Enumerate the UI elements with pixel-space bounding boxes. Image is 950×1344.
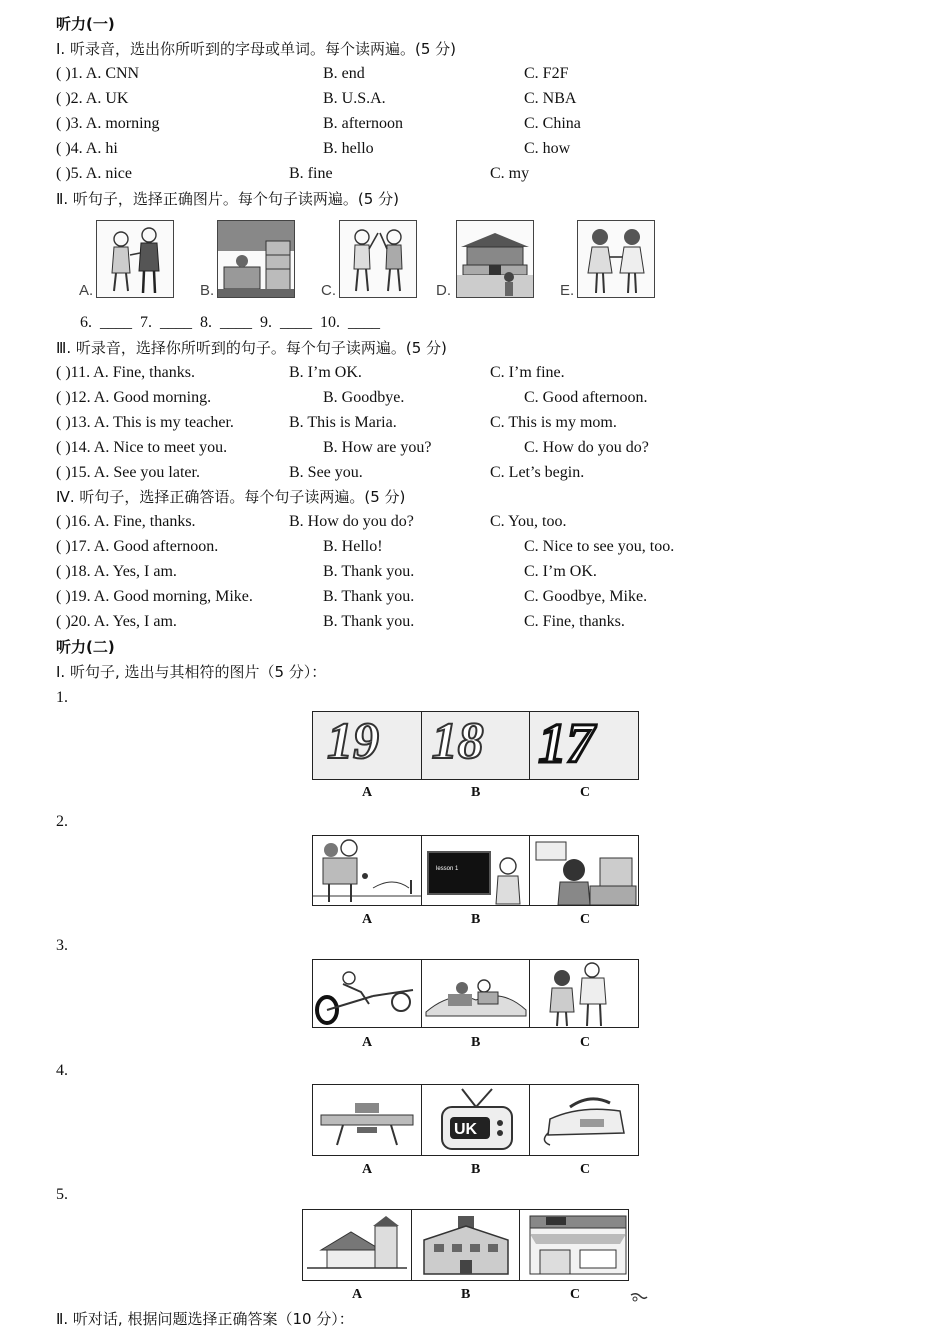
pic-label-e: E.: [560, 282, 575, 299]
question-20-option-c: C. Fine, thanks.: [524, 613, 625, 630]
q5-label-a: A: [352, 1287, 363, 1302]
question-17-option-b: B. Hello!: [323, 538, 383, 555]
q4-pictures: [312, 1084, 639, 1156]
question-11: ( )11. A. Fine, thanks.: [56, 364, 195, 381]
q2-choice-c-picture: [530, 836, 638, 905]
question-2-option-b: B. U.S.A.: [323, 90, 386, 107]
q3-label-c: C: [580, 1035, 591, 1050]
question-1: ( )1. A. CNN: [56, 65, 140, 82]
q1-label-c: C: [580, 785, 591, 800]
question-16-option-b: B. How do you do?: [289, 513, 414, 530]
q4-choice-a-picture: [313, 1085, 422, 1155]
q2-label-a: A: [362, 912, 373, 927]
question-4: ( )4. A. hi: [56, 140, 118, 157]
question-16-option-c: C. You, too.: [490, 513, 567, 530]
tiananmen-picture: [456, 220, 534, 298]
question-15: ( )15. A. See you later.: [56, 464, 200, 481]
q1-number-b: 18: [431, 713, 484, 770]
picture-question-4: 4.: [56, 1062, 68, 1079]
question-12: ( )12. A. Good morning.: [56, 389, 212, 406]
part4-heading: Ⅳ. 听句子，选择正确答语。每个句子读两遍。(5 分): [56, 488, 406, 506]
question-3-option-c: C. China: [524, 115, 581, 132]
question-18: ( )18. A. Yes, I am.: [56, 563, 177, 580]
q5-choice-c-picture: [520, 1210, 628, 1280]
question-15-option-c: C. Let’s begin.: [490, 464, 585, 481]
question-4-option-c: C. how: [524, 140, 571, 157]
question-13-option-b: B. This is Maria.: [289, 414, 397, 431]
q1-label-b: B: [471, 785, 481, 800]
q5-choice-a-picture: [303, 1210, 412, 1280]
q2-board-text: lesson 1: [435, 866, 459, 872]
q1-choice-b-picture: [422, 712, 531, 779]
question-20: ( )20. A. Yes, I am.: [56, 613, 177, 630]
question-11-option-b: B. I’m OK.: [289, 364, 362, 381]
q3-label-a: A: [362, 1035, 373, 1050]
section2-title: 听力(二): [56, 638, 115, 656]
question-14-option-b: B. How are you?: [323, 439, 432, 456]
picture-question-1: 1.: [56, 689, 68, 706]
q2-choice-a-picture: [313, 836, 422, 905]
q3-choice-c-picture: [530, 960, 638, 1027]
office-scene-picture: [217, 220, 295, 298]
question-18-option-b: B. Thank you.: [323, 563, 415, 580]
q1-number-c: 17: [538, 713, 595, 775]
question-5: ( )5. A. nice: [56, 165, 132, 182]
q1-label-a: A: [362, 785, 373, 800]
q4-label-c: C: [580, 1162, 591, 1177]
question-20-option-b: B. Thank you.: [323, 613, 415, 630]
picture-question-5: 5.: [56, 1186, 68, 1203]
question-11-option-c: C. I’m fine.: [490, 364, 565, 381]
q2-choice-b-picture: [422, 836, 531, 905]
question-2-option-c: C. NBA: [524, 90, 577, 107]
q5-pictures: [302, 1209, 629, 1281]
question-18-option-c: C. I’m OK.: [524, 563, 597, 580]
question-19-option-b: B. Thank you.: [323, 588, 415, 605]
question-3-option-b: B. afternoon: [323, 115, 403, 132]
q2-pictures: [312, 835, 639, 906]
section2-part1-heading: Ⅰ. 听句子, 选出与其相符的图片（5 分）：: [56, 663, 327, 681]
q4-tv-text: UK: [453, 1121, 477, 1138]
pic-label-c: C.: [321, 282, 336, 299]
q1-number-a: 19: [327, 713, 379, 770]
part3-heading: Ⅲ. 听录音，选择你所听到的句子。每个句子读两遍。(5 分): [56, 339, 447, 357]
section1-title: 听力(一): [56, 15, 115, 33]
question-2: ( )2. A. UK: [56, 90, 129, 107]
q3-pictures: [312, 959, 639, 1028]
question-1-option-c: C. F2F: [524, 65, 569, 82]
q3-choice-a-picture: [313, 960, 422, 1027]
section2-part2-heading: Ⅱ. 听对话, 根据问题选择正确答案（10 分）：: [56, 1310, 354, 1328]
q3-label-b: B: [471, 1035, 481, 1050]
question-3: ( )3. A. morning: [56, 115, 160, 132]
q1-choice-c-picture: [530, 712, 638, 779]
q2-label-c: C: [580, 912, 591, 927]
question-5-option-b: B. fine: [289, 165, 333, 182]
q5-choice-b-picture: [412, 1210, 521, 1280]
question-14: ( )14. A. Nice to meet you.: [56, 439, 228, 456]
part2-answer-blanks: 6. ____ 7. ____ 8. ____ 9. ____ 10. ____: [80, 314, 380, 331]
q1-number-pictures: [312, 711, 639, 780]
question-16: ( )16. A. Fine, thanks.: [56, 513, 196, 530]
decorative-mark-icon: [630, 1289, 648, 1299]
two-girls-shaking-hands-picture: [577, 220, 655, 298]
q3-choice-b-picture: [422, 960, 531, 1027]
part1-heading: Ⅰ. 听录音，选出你所听到的字母或单词。每个读两遍。(5 分): [56, 40, 456, 58]
question-12-option-c: C. Good afternoon.: [524, 389, 648, 406]
question-17: ( )17. A. Good afternoon.: [56, 538, 219, 555]
picture-question-3: 3.: [56, 937, 68, 954]
q4-choice-b-picture: [422, 1085, 531, 1155]
picture-question-2: 2.: [56, 813, 68, 830]
greeting-man-child-picture: [96, 220, 174, 298]
question-14-option-c: C. How do you do?: [524, 439, 649, 456]
question-19: ( )19. A. Good morning, Mike.: [56, 588, 253, 605]
q2-label-b: B: [471, 912, 481, 927]
question-17-option-c: C. Nice to see you, too.: [524, 538, 675, 555]
two-boys-waving-picture: [339, 220, 417, 298]
question-5-option-c: C. my: [490, 165, 530, 182]
pic-label-a: A.: [79, 282, 94, 299]
question-1-option-b: B. end: [323, 65, 365, 82]
pic-label-d: D.: [436, 282, 451, 299]
question-13: ( )13. A. This is my teacher.: [56, 414, 234, 431]
question-4-option-b: B. hello: [323, 140, 374, 157]
part2-heading: Ⅱ. 听句子，选择正确图片。每个句子读两遍。(5 分): [56, 190, 399, 208]
q4-label-b: B: [471, 1162, 481, 1177]
question-15-option-b: B. See you.: [289, 464, 363, 481]
q1-choice-a-picture: [313, 712, 422, 779]
pic-label-b: B.: [200, 282, 215, 299]
q5-label-b: B: [461, 1287, 471, 1302]
q5-label-c: C: [570, 1287, 581, 1302]
question-19-option-c: C. Goodbye, Mike.: [524, 588, 648, 605]
question-12-option-b: B. Goodbye.: [323, 389, 405, 406]
question-13-option-c: C. This is my mom.: [490, 414, 617, 431]
q4-choice-c-picture: [530, 1085, 638, 1155]
q4-label-a: A: [362, 1162, 373, 1177]
